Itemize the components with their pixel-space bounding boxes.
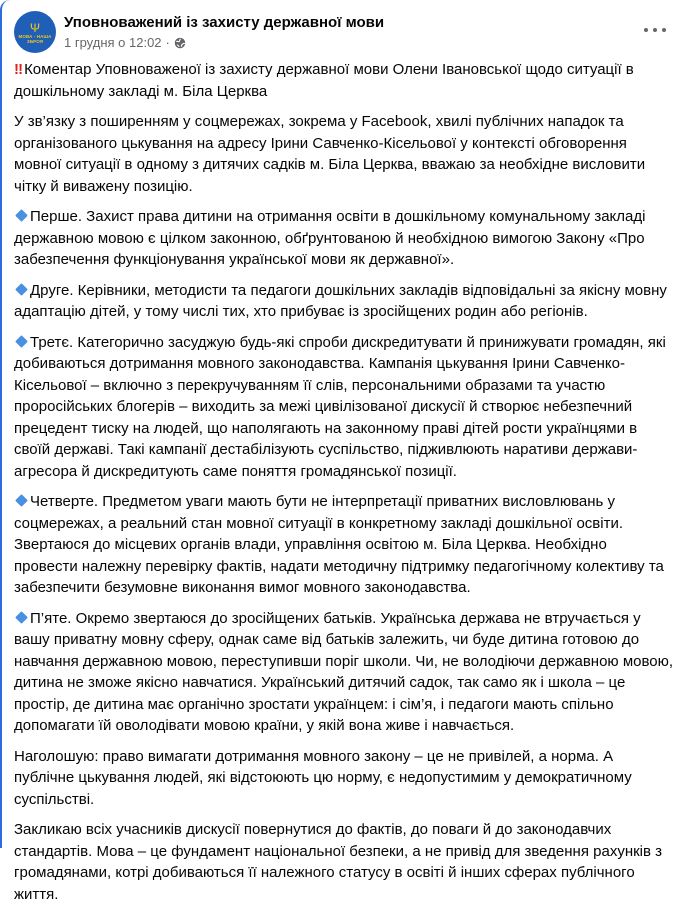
- point-text: П’яте. Окремо звертаюся до зросійщених батьків. Українська держава не втручається у вашу приватну мовну сферу, однак саме від батьків залежить, чи буде дитина готовою до навчання державною мовою, переступивши поріг школи. Чи, не володіючи державною мовою, дитина не зможе якісно навчатися. Український дитячий садок, так само як і школа – це простір, де дитина має органічно зростати українцем: і сім’я, і педагоги мають спільно допомагати їй оволодівати мовою країни, у якій вона живе і навчається.: [14, 609, 674, 734]
- closing-paragraph: Закликаю всіх учасників дискусії повернутися до фактів, до поваги й до законодавчих стандартів. Мова – це фундамент національної безпеки, а не привід для зведення рахунків з громадянами, котрі добиваються її належного статусу в освіті й інших сферах публічного життя.: [14, 821, 663, 903]
- selection-border-corner: [666, 0, 680, 14]
- blue-diamond-icon: [15, 494, 28, 507]
- point-paragraph: [14, 608, 674, 737]
- more-options-icon[interactable]: [644, 24, 666, 36]
- post-body: [14, 59, 674, 914]
- page-name-link[interactable]: Уповноважений із захисту державної мови: [64, 13, 385, 31]
- point-paragraph: [14, 206, 674, 271]
- timestamp-link[interactable]: 1 грудня о 12:02: [64, 34, 162, 50]
- point-text: Третє. Категорично засуджую будь-які спроби дискредитувати й принижувати громадян, які добиваються дотримання мовного законодавства. Кампанія цькування Ірини Савченко-Кісельової – включно з перекручуванням її слів, персональними образами та участю проросійських блогерів – виходить за межі цивілізованої дискусії й створює небезпечний прецедент тиску на людей, що наполягають на законному праві дітей рости українцями в своїй державі. Такі кампанії дестабілізують суспільство, підживлюють наративи держави-агресора й дискредитують саме поняття громадянської позиції.: [14, 333, 666, 480]
- point-paragraph: [14, 491, 674, 599]
- globe-icon[interactable]: [174, 37, 186, 49]
- post-title: [14, 59, 674, 102]
- trident-icon: Ψ: [29, 21, 41, 35]
- blue-diamond-icon: [15, 209, 28, 222]
- point-text: Четверте. Предметом уваги мають бути не інтерпретації приватних висловлювань у соцмережах, а реальний стан мовної ситуації в конкретному закладі дошкільної освіти. Звертаюся до місцевих органів влади, управління освітою м. Біла Церква. Необхідно провести належну перевірку фактів, надати методичну підтримку педагогічному колективу та забезпечити безумовне виконання вимог мовного законодавства.: [14, 493, 664, 596]
- blue-diamond-icon: [15, 283, 28, 296]
- emphasis-paragraph: Наголошую: право вимагати дотримання мовного закону – це не привілей, а норма. А публічне цькування людей, які відстоюють цю норму, є недопустимим у демократичному суспільстві.: [14, 747, 632, 808]
- point-paragraph: [14, 280, 674, 323]
- avatar-text: МОВА - НАША ЗБРОЯ: [18, 34, 52, 44]
- post-title-text: Коментар Уповноваженої із захисту державної мови Олени Івановської щодо ситуації в дошкільному закладі м. Біла Церква: [14, 61, 634, 100]
- point-text: Перше. Захист права дитини на отримання освіти в дошкільному комунальному закладі державною мовою є цілком законною, обґрунтованою й необхідною вимогою Закону «Про забезпечення функціонування української мови як державної».: [14, 208, 646, 268]
- double-exclamation-icon: ‼: [14, 61, 22, 78]
- separator: ·: [165, 34, 170, 50]
- post-meta: [64, 13, 384, 52]
- blue-diamond-icon: [15, 335, 28, 348]
- blue-diamond-icon: [15, 611, 28, 624]
- point-text: Друге. Керівники, методисти та педагоги дошкільних закладів відповідальні за якісну мовну адаптацію дітей, у тому числі тих, хто прибуває із зросійщених родин або регіонів.: [14, 281, 667, 320]
- intro-paragraph: У зв’язку з поширенням у соцмережах, зокрема у Facebook, хвилі публічних нападок та організованого цькування на адресу Ірини Савченко-Кісельової у контексті обговорення мовної ситуації в одному з дитячих садків м. Біла Церква, вважаю за необхідне висловити чітку й виважену позицію.: [14, 113, 646, 195]
- avatar[interactable]: [14, 11, 56, 53]
- point-paragraph: [14, 332, 674, 483]
- timestamp-row: [64, 34, 384, 52]
- post-header: [14, 10, 384, 54]
